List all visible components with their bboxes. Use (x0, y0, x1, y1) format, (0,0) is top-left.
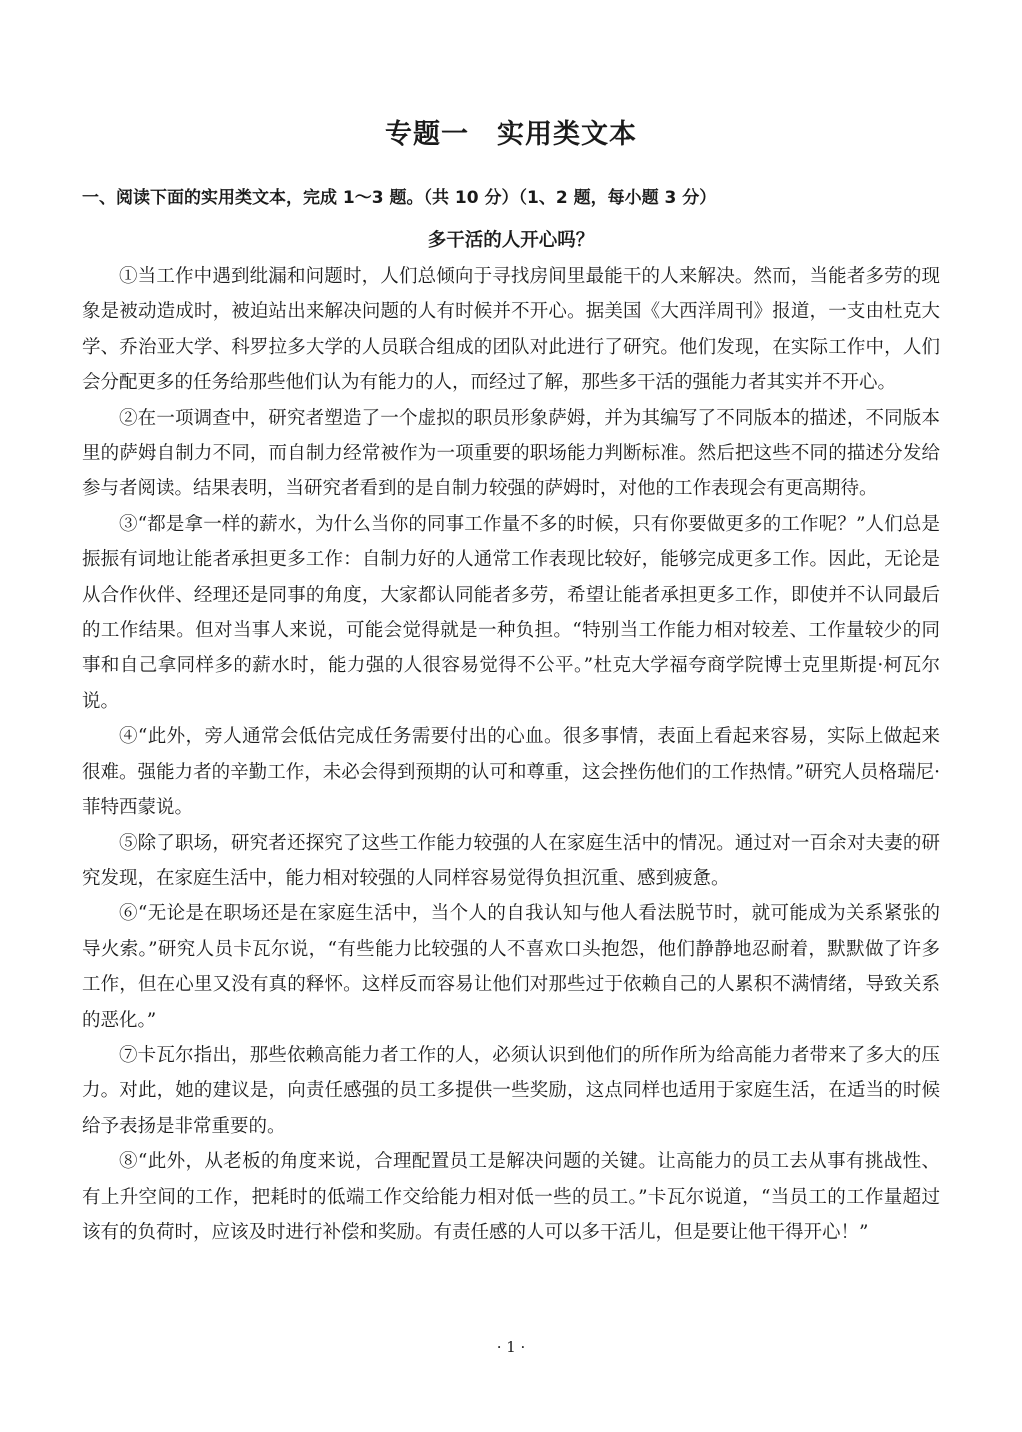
article-title: 多干活的人开心吗？ (427, 230, 595, 251)
paragraph-8: ⑧“此外，从老板的角度来说，合理配置员工是解决问题的关键。让高能力的员工去从事有挑战性、有上升空间的工作，把耗时的低端工作交给能力相对低一些的员工。”卡瓦尔说道，“当员工的工作量超过该有的负荷时，应该及时进行补偿和奖励。有责任感的人可以多干活儿，但是要让他干得开心！” (82, 1151, 940, 1243)
page-number: · 1 · (496, 1338, 526, 1356)
paragraph-6: ⑥“无论是在职场还是在家庭生活中，当个人的自我认知与他人看法脱节时，就可能成为关系紧张的导火索。”研究人员卡瓦尔说，“有些能力比较强的人不喜欢口头抱怨，他们静静地忍耐着，默默做了许多工作，但在心里又没有真的释怀。这样反而容易让他们对那些过于依赖自己的人累积不满情绪，导致关系的恶化。” (82, 903, 940, 1031)
paragraph-4: ④“此外，旁人通常会低估完成任务需要付出的心血。很多事情，表面上看起来容易，实际上做起来很难。强能力者的辛勤工作，未必会得到预期的认可和尊重，这会挫伤他们的工作热情。”研究人员格瑞尼·菲特西蒙说。 (82, 726, 940, 819)
page-title: 专题一 实用类文本 (385, 119, 637, 150)
article-body (82, 259, 940, 1250)
paragraph-1: ①当工作中遇到纰漏和问题时，人们总倾向于寻找房间里最能干的人来解决。然而，当能者多劳的现象是被动造成时，被迫站出来解决问题的人有时候并不开心。据美国《大西洋周刊》报道，一支由杜克大学、乔治亚大学、科罗拉多大学的人员联合组成的团队对此进行了研究。他们发现，在实际工作中，人们会分配更多的任务给那些他们认为有能力的人，而经过了解，那些多干活的强能力者其实并不开心。 (82, 266, 940, 394)
paragraph-3: ③“都是拿一样的薪水，为什么当你的同事工作量不多的时候，只有你要做更多的工作呢？”人们总是振振有词地让能者承担更多工作：自制力好的人通常工作表现比较好，能够完成更多工作。因此，无论是从合作伙伴、经理还是同事的角度，大家都认同能者多劳，希望让能者承担更多工作，即使并不认同最后的工作结果。但对当事人来说，可能会觉得就是一种负担。“特别当工作能力相对较差、工作量较少的同事和自己拿同样多的薪水时，能力强的人很容易觉得不公平。”杜克大学福夸商学院博士克里斯提·柯瓦尔说。 (82, 513, 940, 712)
paragraph-2: ②在一项调查中，研究者塑造了一个虚拟的职员形象萨姆，并为其编写了不同版本的描述，不同版本里的萨姆自制力不同，而自制力经常被作为一项重要的职场能力判断标准。然后把这些不同的描述分发给参与者阅读。结果表明，当研究者看到的是自制力较强的萨姆时，对他的工作表现会有更高期待。 (82, 407, 940, 500)
question-heading: 一、阅读下面的实用类文本，完成 1～3 题。（共 10 分）（1、2 题，每小题 3 分） (82, 188, 717, 208)
paragraph-7: ⑦卡瓦尔指出，那些依赖高能力者工作的人，必须认识到他们的所作所为给高能力者带来了多大的压力。对此，她的建议是，向责任感强的员工多提供一些奖励，这点同样也适用于家庭生活，在适当的时候给予表扬是非常重要的。 (82, 1044, 940, 1137)
paragraph-5: ⑤除了职场，研究者还探究了这些工作能力较强的人在家庭生活中的情况。通过对一百余对夫妻的研究发现，在家庭生活中，能力相对较强的人同样容易觉得负担沉重、感到疲惫。 (82, 832, 940, 889)
